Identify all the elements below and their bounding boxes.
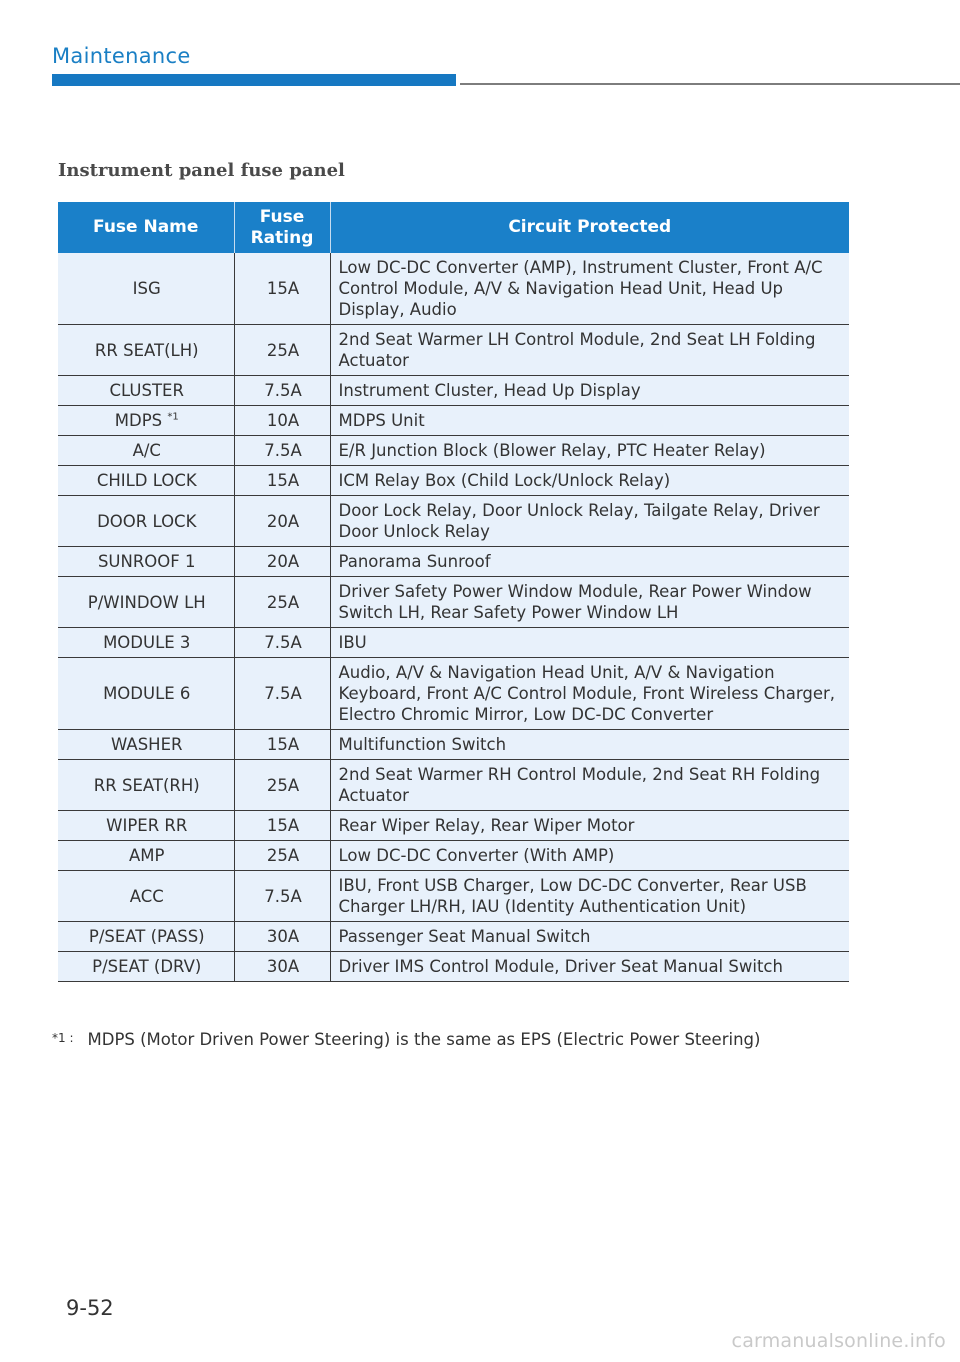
fuse-rating-cell: 25A — [234, 760, 330, 811]
fuse-name: P/SEAT (DRV) — [92, 957, 202, 976]
table-row — [58, 406, 849, 436]
header-accent-bar — [52, 74, 456, 86]
table-row — [58, 577, 849, 628]
circuit-protected-cell: Multifunction Switch — [330, 730, 849, 760]
fuse-table-body — [58, 253, 849, 982]
fuse-name-cell — [58, 376, 234, 406]
table-row — [58, 658, 849, 730]
footnote-reference: *1 — [167, 411, 179, 423]
circuit-protected-cell: MDPS Unit — [330, 406, 849, 436]
fuse-name-cell — [58, 325, 234, 376]
table-row — [58, 466, 849, 496]
fuse-rating-cell: 30A — [234, 922, 330, 952]
column-header-fuse-rating: Fuse Rating — [234, 202, 330, 253]
fuse-name-cell — [58, 496, 234, 547]
fuse-name: ACC — [129, 886, 164, 906]
fuse-name: CLUSTER — [109, 381, 184, 400]
footnote-text: MDPS (Motor Driven Power Steering) is the same as EPS (Electric Power Steering) — [87, 1030, 761, 1049]
circuit-protected-cell: 2nd Seat Warmer RH Control Module, 2nd Seat RH Folding Actuator — [330, 760, 849, 811]
circuit-protected-cell: IBU, Front USB Charger, Low DC-DC Converter, Rear USB Charger LH/RH, IAU (Identity Authentication Unit) — [330, 871, 849, 922]
circuit-protected-cell: Panorama Sunroof — [330, 547, 849, 577]
fuse-name: ISG — [132, 279, 161, 298]
fuse-rating-cell: 7.5A — [234, 628, 330, 658]
fuse-rating-cell: 20A — [234, 547, 330, 577]
fuse-rating-cell: 7.5A — [234, 658, 330, 730]
fuse-name-cell — [58, 871, 234, 922]
fuse-name: A/C — [132, 441, 161, 460]
fuse-rating-cell: 15A — [234, 730, 330, 760]
table-row — [58, 841, 849, 871]
table-row — [58, 952, 849, 982]
fuse-rating-cell: 7.5A — [234, 871, 330, 922]
circuit-protected-cell: Driver IMS Control Module, Driver Seat Manual Switch — [330, 952, 849, 982]
fuse-rating-cell: 25A — [234, 577, 330, 628]
fuse-name: SUNROOF 1 — [97, 552, 196, 571]
page-number: 9-52 — [66, 1296, 114, 1320]
footnote-mark: *1 : — [52, 1031, 74, 1045]
fuse-rating-cell: 7.5A — [234, 376, 330, 406]
circuit-protected-cell: Low DC-DC Converter (With AMP) — [330, 841, 849, 871]
fuse-name-cell — [58, 628, 234, 658]
fuse-name: MDPS — [114, 411, 163, 430]
fuse-name-cell — [58, 406, 234, 436]
fuse-name: MODULE 3 — [103, 633, 191, 652]
column-header-fuse-name: Fuse Name — [58, 202, 234, 253]
table-row — [58, 628, 849, 658]
table-row — [58, 496, 849, 547]
fuse-rating-cell: 30A — [234, 952, 330, 982]
table-row — [58, 922, 849, 952]
circuit-protected-cell: Driver Safety Power Window Module, Rear Power Window Switch LH, Rear Safety Power Window LH — [330, 577, 849, 628]
fuse-rating-cell: 20A — [234, 496, 330, 547]
table-header-row — [58, 202, 849, 253]
fuse-name-cell — [58, 466, 234, 496]
fuse-name-cell — [58, 952, 234, 982]
table-row — [58, 760, 849, 811]
fuse-name: WIPER RR — [106, 816, 188, 835]
fuse-name: RR SEAT(LH) — [94, 340, 199, 360]
circuit-protected-cell: ICM Relay Box (Child Lock/Unlock Relay) — [330, 466, 849, 496]
table-row — [58, 376, 849, 406]
page-title: Instrument panel fuse panel — [58, 160, 345, 181]
fuse-name-cell — [58, 760, 234, 811]
fuse-rating-cell: 15A — [234, 811, 330, 841]
circuit-protected-cell: Rear Wiper Relay, Rear Wiper Motor — [330, 811, 849, 841]
fuse-rating-cell: 10A — [234, 406, 330, 436]
circuit-protected-cell: IBU — [330, 628, 849, 658]
table-row — [58, 436, 849, 466]
footnote — [52, 1028, 760, 1050]
fuse-name: MODULE 6 — [103, 684, 191, 703]
circuit-protected-cell: Instrument Cluster, Head Up Display — [330, 376, 849, 406]
circuit-protected-cell: Door Lock Relay, Door Unlock Relay, Tailgate Relay, Driver Door Unlock Relay — [330, 496, 849, 547]
fuse-rating-cell: 15A — [234, 253, 330, 325]
fuse-name: WASHER — [111, 735, 183, 754]
circuit-protected-cell: E/R Junction Block (Blower Relay, PTC Heater Relay) — [330, 436, 849, 466]
section-header-title: Maintenance — [52, 44, 191, 68]
circuit-protected-cell: Passenger Seat Manual Switch — [330, 922, 849, 952]
fuse-name: CHILD LOCK — [96, 471, 197, 490]
fuse-name-cell — [58, 658, 234, 730]
watermark: carmanualsonline.info — [731, 1330, 946, 1352]
fuse-rating-cell: 25A — [234, 325, 330, 376]
header-rule-line — [460, 83, 960, 85]
fuse-name-cell — [58, 811, 234, 841]
circuit-protected-cell: Audio, A/V & Navigation Head Unit, A/V & Navigation Keyboard, Front A/C Control Module, Front Wireless Charger, Electro Chromic Mirror, Low DC-DC Converter — [330, 658, 849, 730]
fuse-name-cell — [58, 922, 234, 952]
fuse-name-cell — [58, 547, 234, 577]
fuse-name-cell — [58, 436, 234, 466]
fuse-name-cell — [58, 577, 234, 628]
table-row — [58, 811, 849, 841]
fuse-name-cell — [58, 730, 234, 760]
fuse-name-cell — [58, 841, 234, 871]
fuse-rating-cell: 15A — [234, 466, 330, 496]
fuse-name: AMP — [129, 846, 165, 865]
fuse-name: DOOR LOCK — [97, 511, 197, 531]
circuit-protected-cell: 2nd Seat Warmer LH Control Module, 2nd Seat LH Folding Actuator — [330, 325, 849, 376]
table-row — [58, 547, 849, 577]
circuit-protected-cell: Low DC-DC Converter (AMP), Instrument Cluster, Front A/C Control Module, A/V & Navigation Head Unit, Head Up Display, Audio — [330, 253, 849, 325]
fuse-name: P/SEAT (PASS) — [88, 927, 205, 946]
fuse-name: RR SEAT(RH) — [93, 775, 200, 795]
table-row — [58, 730, 849, 760]
fuse-rating-cell: 25A — [234, 841, 330, 871]
fuse-name-cell — [58, 253, 234, 325]
column-header-circuit-protected: Circuit Protected — [330, 202, 849, 253]
table-row — [58, 325, 849, 376]
table-row — [58, 253, 849, 325]
table-row — [58, 871, 849, 922]
fuse-table — [58, 202, 849, 982]
fuse-name: P/WINDOW LH — [87, 592, 206, 612]
fuse-rating-cell: 7.5A — [234, 436, 330, 466]
